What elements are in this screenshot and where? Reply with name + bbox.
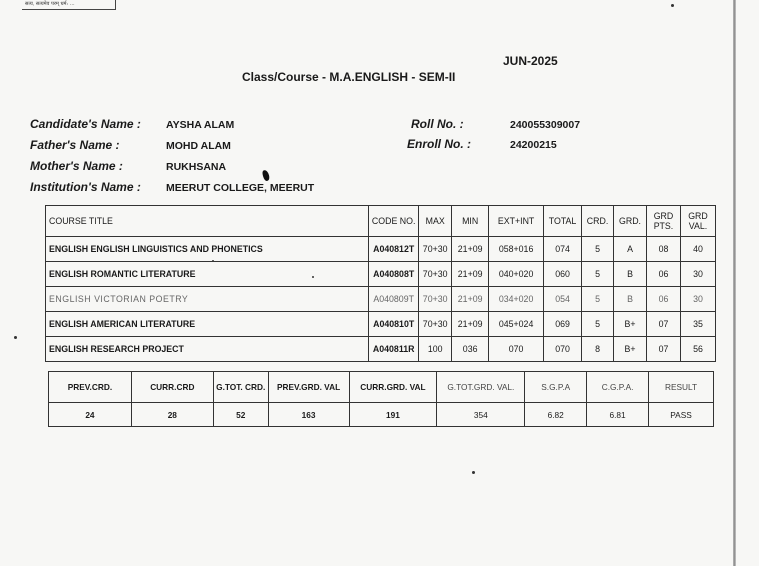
total-marks: 070 (544, 337, 582, 362)
min-marks: 21+09 (452, 312, 489, 337)
candidate-name: AYSHA ALAM (166, 119, 235, 131)
grade-points: 07 (646, 312, 680, 337)
summary-total-credit-label: G.TOT. CRD. (213, 372, 268, 403)
col-total: TOTAL (544, 206, 582, 237)
institution-name: MEERUT COLLEGE, MEERUT (166, 182, 315, 194)
col-grade: GRD. (614, 206, 647, 237)
total-marks: 074 (544, 237, 582, 262)
total-marks: 069 (544, 312, 582, 337)
summary-curr-grade-value-label: CURR.GRD. VAL (349, 372, 437, 403)
grade: B (614, 262, 647, 287)
ext-int-marks: 070 (489, 337, 544, 362)
col-grade-value: GRD VAL. (680, 206, 715, 237)
grade-points: 06 (646, 287, 680, 312)
marks-table (45, 205, 716, 362)
candidate-name-label: Candidate's Name : (30, 117, 141, 131)
summary-prev-credit: 24 (49, 403, 132, 427)
summary-table (48, 371, 714, 427)
min-marks: 21+09 (452, 237, 489, 262)
speck (671, 4, 674, 7)
summary-value-row (49, 403, 714, 427)
grade-value: 56 (680, 337, 715, 362)
mother-name-label: Mother's Name : (30, 159, 123, 173)
max-marks: 70+30 (419, 287, 452, 312)
roll-no-label: Roll No. : (411, 117, 464, 131)
scan-edge (733, 0, 736, 566)
min-marks: 21+09 (452, 287, 489, 312)
grade-points: 07 (646, 337, 680, 362)
course-code: A040810T (369, 312, 419, 337)
father-name-label: Father's Name : (30, 138, 120, 152)
ext-int-marks: 040+020 (489, 262, 544, 287)
table-row (46, 312, 716, 337)
course-title: Class/Course - M.A.ENGLISH - SEM-II (242, 70, 456, 84)
summary-result-label: RESULT (649, 372, 714, 403)
ext-int-marks: 045+024 (489, 312, 544, 337)
col-course-title: COURSE TITLE (46, 206, 369, 237)
grade-value: 40 (680, 237, 715, 262)
credit: 5 (582, 312, 614, 337)
course-code: A040809T (369, 287, 419, 312)
min-marks: 036 (452, 337, 489, 362)
institution-name-label: Institution's Name : (30, 180, 141, 194)
summary-total-grade-value-label: G.TOT.GRD. VAL. (437, 372, 525, 403)
course-name: ENGLISH AMERICAN LITERATURE (46, 312, 369, 337)
summary-total-credit: 52 (213, 403, 268, 427)
credit: 5 (582, 237, 614, 262)
grade-points: 06 (646, 262, 680, 287)
summary-result: PASS (649, 403, 714, 427)
father-name: MOHD ALAM (166, 140, 231, 152)
col-credit: CRD. (582, 206, 614, 237)
table-row (46, 262, 716, 287)
course-name: ENGLISH ENGLISH LINGUISTICS AND PHONETICS (46, 237, 369, 262)
max-marks: 70+30 (419, 237, 452, 262)
summary-curr-credit-label: CURR.CRD (131, 372, 213, 403)
course-code: A040812T (369, 237, 419, 262)
speck (14, 336, 17, 339)
summary-prev-grade-value-label: PREV.GRD. VAL (268, 372, 349, 403)
grade: B+ (614, 312, 647, 337)
table-row (46, 237, 716, 262)
ext-int-marks: 034+020 (489, 287, 544, 312)
summary-header-row (49, 372, 714, 403)
course-code: A040808T (369, 262, 419, 287)
summary-curr-credit: 28 (131, 403, 213, 427)
exam-session: JUN-2025 (503, 54, 558, 68)
table-row (46, 287, 716, 312)
ink-mark (262, 169, 271, 181)
summary-prev-credit-label: PREV.CRD. (49, 372, 132, 403)
max-marks: 100 (419, 337, 452, 362)
summary-cgpa: 6.81 (587, 403, 649, 427)
speck (472, 471, 475, 474)
max-marks: 70+30 (419, 262, 452, 287)
max-marks: 70+30 (419, 312, 452, 337)
table-row (46, 337, 716, 362)
course-name: ENGLISH RESEARCH PROJECT (46, 337, 369, 362)
ext-int-marks: 058+016 (489, 237, 544, 262)
col-ext-int: EXT+INT (489, 206, 544, 237)
enroll-no: 24200215 (510, 139, 557, 151)
grade: B+ (614, 337, 647, 362)
credit: 5 (582, 262, 614, 287)
summary-prev-grade-value: 163 (268, 403, 349, 427)
summary-sgpa: 6.82 (525, 403, 587, 427)
summary-cgpa-label: C.G.P.A. (587, 372, 649, 403)
col-grade-points: GRD PTS. (646, 206, 680, 237)
min-marks: 21+09 (452, 262, 489, 287)
grade-value: 30 (680, 262, 715, 287)
course-name: ENGLISH VICTORIAN POETRY (46, 287, 369, 312)
credit: 5 (582, 287, 614, 312)
header-strip: सत्य, सत्यमेव परम् धर्म: ... (22, 0, 116, 10)
summary-total-grade-value: 354 (437, 403, 525, 427)
enroll-no-label: Enroll No. : (407, 137, 471, 151)
course-code: A040811R (369, 337, 419, 362)
marks-header-row (46, 206, 716, 237)
grade: B (614, 287, 647, 312)
total-marks: 054 (544, 287, 582, 312)
grade-value: 30 (680, 287, 715, 312)
roll-no: 240055309007 (510, 119, 581, 131)
col-code: CODE NO. (369, 206, 419, 237)
grade: A (614, 237, 647, 262)
grade-value: 35 (680, 312, 715, 337)
total-marks: 060 (544, 262, 582, 287)
credit: 8 (582, 337, 614, 362)
summary-curr-grade-value: 191 (349, 403, 437, 427)
summary-sgpa-label: S.G.P.A (525, 372, 587, 403)
col-max: MAX (419, 206, 452, 237)
course-name: ENGLISH ROMANTIC LITERATURE (46, 262, 369, 287)
grade-points: 08 (646, 237, 680, 262)
col-min: MIN (452, 206, 489, 237)
mother-name: RUKHSANA (166, 161, 227, 173)
